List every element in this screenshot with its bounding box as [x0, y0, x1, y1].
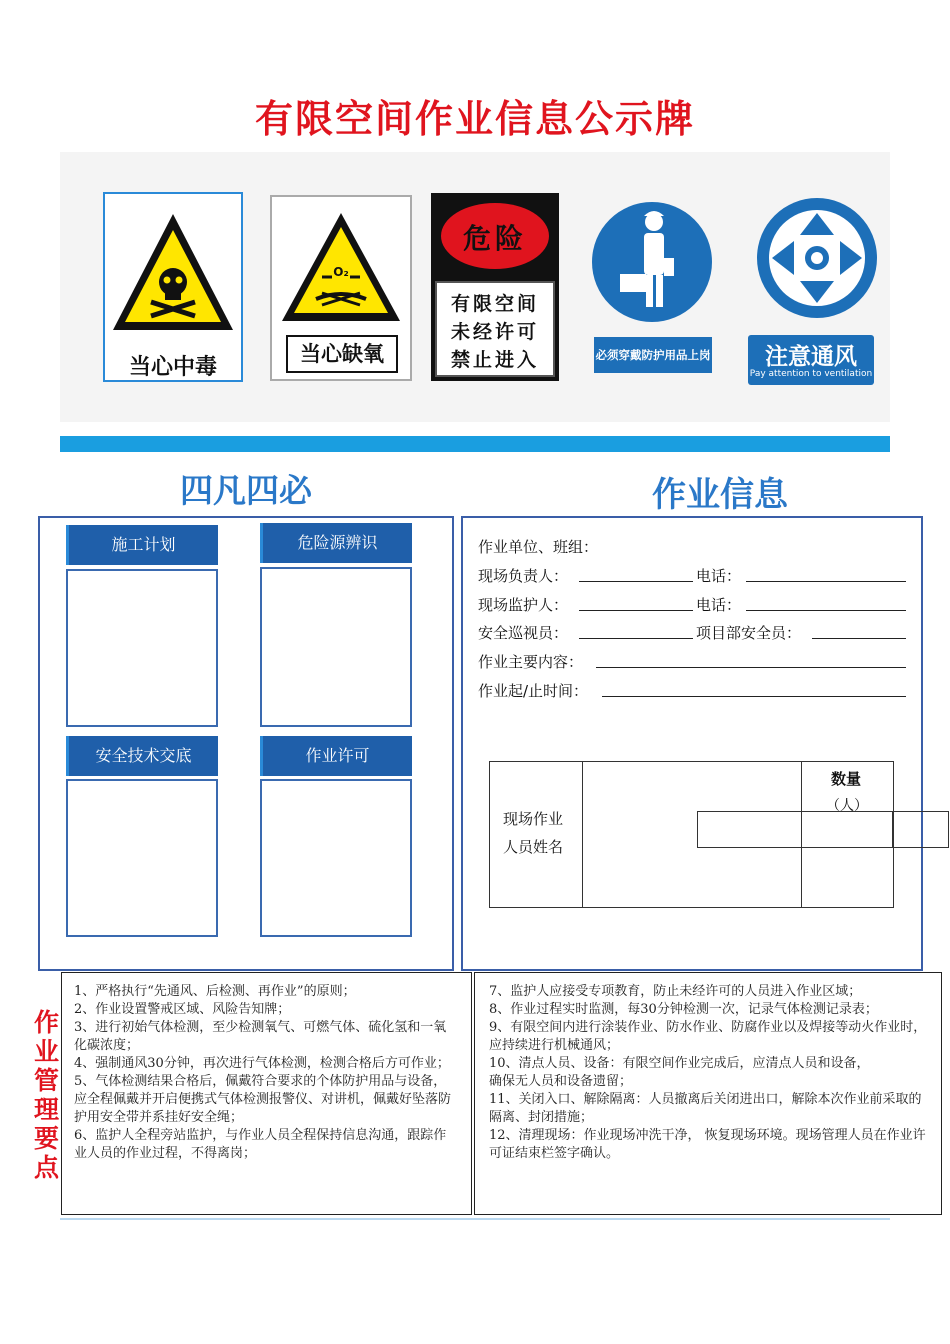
danger-line-2: 未经许可	[450, 321, 539, 343]
side-char: 业	[34, 1037, 60, 1066]
work-unit-label: 作业单位、班组：	[478, 538, 599, 556]
ppe-sign	[590, 200, 714, 380]
o2-symbol: O₂	[333, 265, 349, 279]
hazard-identification-box	[260, 567, 412, 727]
work-permit-box	[260, 779, 412, 937]
side-char: 理	[34, 1095, 60, 1124]
dept-safety-line	[812, 638, 906, 639]
side-char: 作	[34, 1008, 60, 1037]
overlay-cell-2	[801, 811, 949, 848]
names-label-1: 现场作业	[503, 810, 564, 828]
notes-left-box	[61, 972, 472, 1215]
site-leader-line	[579, 581, 693, 582]
side-char: 点	[34, 1153, 60, 1182]
site-leader-label: 现场负责人：	[478, 567, 569, 585]
toxic-sign-label: 当心中毒	[128, 355, 217, 380]
oxygen-sign-label: 当心缺氧	[286, 335, 398, 373]
notes-right-box	[474, 972, 942, 1215]
ppe-sign-label: 必须穿戴防护用品上岗	[594, 337, 712, 373]
notes-right-text: 7、监护人应接受专项教育，防止未经许可的人员进入作业区域； 8、作业过程实时监测，每30分钟检测一次，记录气体检测记录表； 9、有限空间内进行涂装作业、防水作业、防腐作业以及焊接等动火作业时，应持续进行机械通风； 10、清点人员、设备：有限空间作业完成后，应清点人员和设备， 确保无人员和设备遗留； 11、关闭入口、解除隔离：人员撤离后关闭进出口，解除本次作业前采取的隔离、封闭措施； 12、清理现场：作业现场冲洗干净， 恢复现场环境。现场管理人员在作业许可证结束栏签字确认。	[489, 984, 927, 1161]
count-label-1: 数量	[831, 770, 862, 788]
ventilation-label-en: Pay attention to ventilation	[749, 369, 873, 379]
work-content-line	[596, 667, 906, 668]
site-monitor-line	[579, 610, 693, 611]
bottom-divider	[60, 1218, 890, 1220]
leader-phone-line	[746, 581, 906, 582]
site-monitor-label: 现场监护人：	[478, 596, 569, 614]
safety-briefing-box	[66, 779, 218, 937]
page-title: 有限空间作业信息公示牌	[254, 97, 695, 141]
work-permit-header: 作业许可	[260, 736, 412, 776]
notes-left-text: 1、严格执行“先通风、后检测、再作业”的原则； 2、作业设置警戒区域、风险告知牌； 3、进行初始气体检测，至少检测氧气、可燃气体、硫化氢和一氧化碳浓度； 4、强制通风30分钟，再次进行气体检测，检测合格后方可作业； 5、气体检测结果合格后，佩戴符合要求的个体防护用品与设备，应全程佩戴并开启便携式气体检测报警仪、对讲机，佩戴好坠落防护用安全带并系挂好安全绳； 6、监护人全程旁站监护，与作业人员全程保持信息沟通，跟踪作业人员的作业过程，不得离岗；	[74, 984, 452, 1161]
danger-heading: 危险	[462, 222, 527, 255]
left-section-title: 四凡四必	[180, 471, 312, 510]
worker-ppe-icon	[590, 200, 714, 324]
work-content-label: 作业主要内容：	[478, 653, 584, 671]
monitor-phone-label: 电话：	[696, 596, 742, 614]
work-time-line	[602, 696, 906, 697]
danger-line-3: 禁止进入	[450, 349, 539, 371]
ventilation-sign	[748, 193, 886, 387]
hazard-identification-header: 危险源辨识	[260, 523, 412, 563]
ventilation-label-cn: 注意通风	[765, 344, 857, 370]
leader-phone-label: 电话：	[696, 567, 742, 585]
oxygen-warning-sign	[270, 195, 412, 381]
construction-plan-header: 施工计划	[66, 525, 218, 565]
fan-icon	[754, 195, 880, 321]
toxic-warning-sign	[103, 192, 243, 382]
danger-sign	[431, 193, 559, 381]
names-label-cell	[489, 761, 583, 908]
names-label-2: 人员姓名	[503, 838, 564, 856]
danger-line-1: 有限空间	[450, 293, 539, 315]
safety-patrol-label: 安全巡视员：	[478, 624, 569, 642]
dept-safety-label: 项目部安全员：	[696, 624, 802, 642]
safety-patrol-line	[579, 638, 693, 639]
side-char: 管	[34, 1066, 60, 1095]
construction-plan-box	[66, 569, 218, 727]
work-time-label: 作业起/止时间：	[478, 682, 589, 700]
monitor-phone-line	[746, 610, 906, 611]
management-points-label	[34, 1008, 64, 1182]
side-char: 要	[34, 1124, 60, 1153]
right-section-title: 作业信息	[652, 475, 788, 515]
count-label-2: （人）	[826, 798, 868, 814]
safety-briefing-header: 安全技术交底	[66, 736, 218, 776]
section-divider	[60, 436, 890, 452]
skull-warning-icon	[105, 202, 241, 342]
